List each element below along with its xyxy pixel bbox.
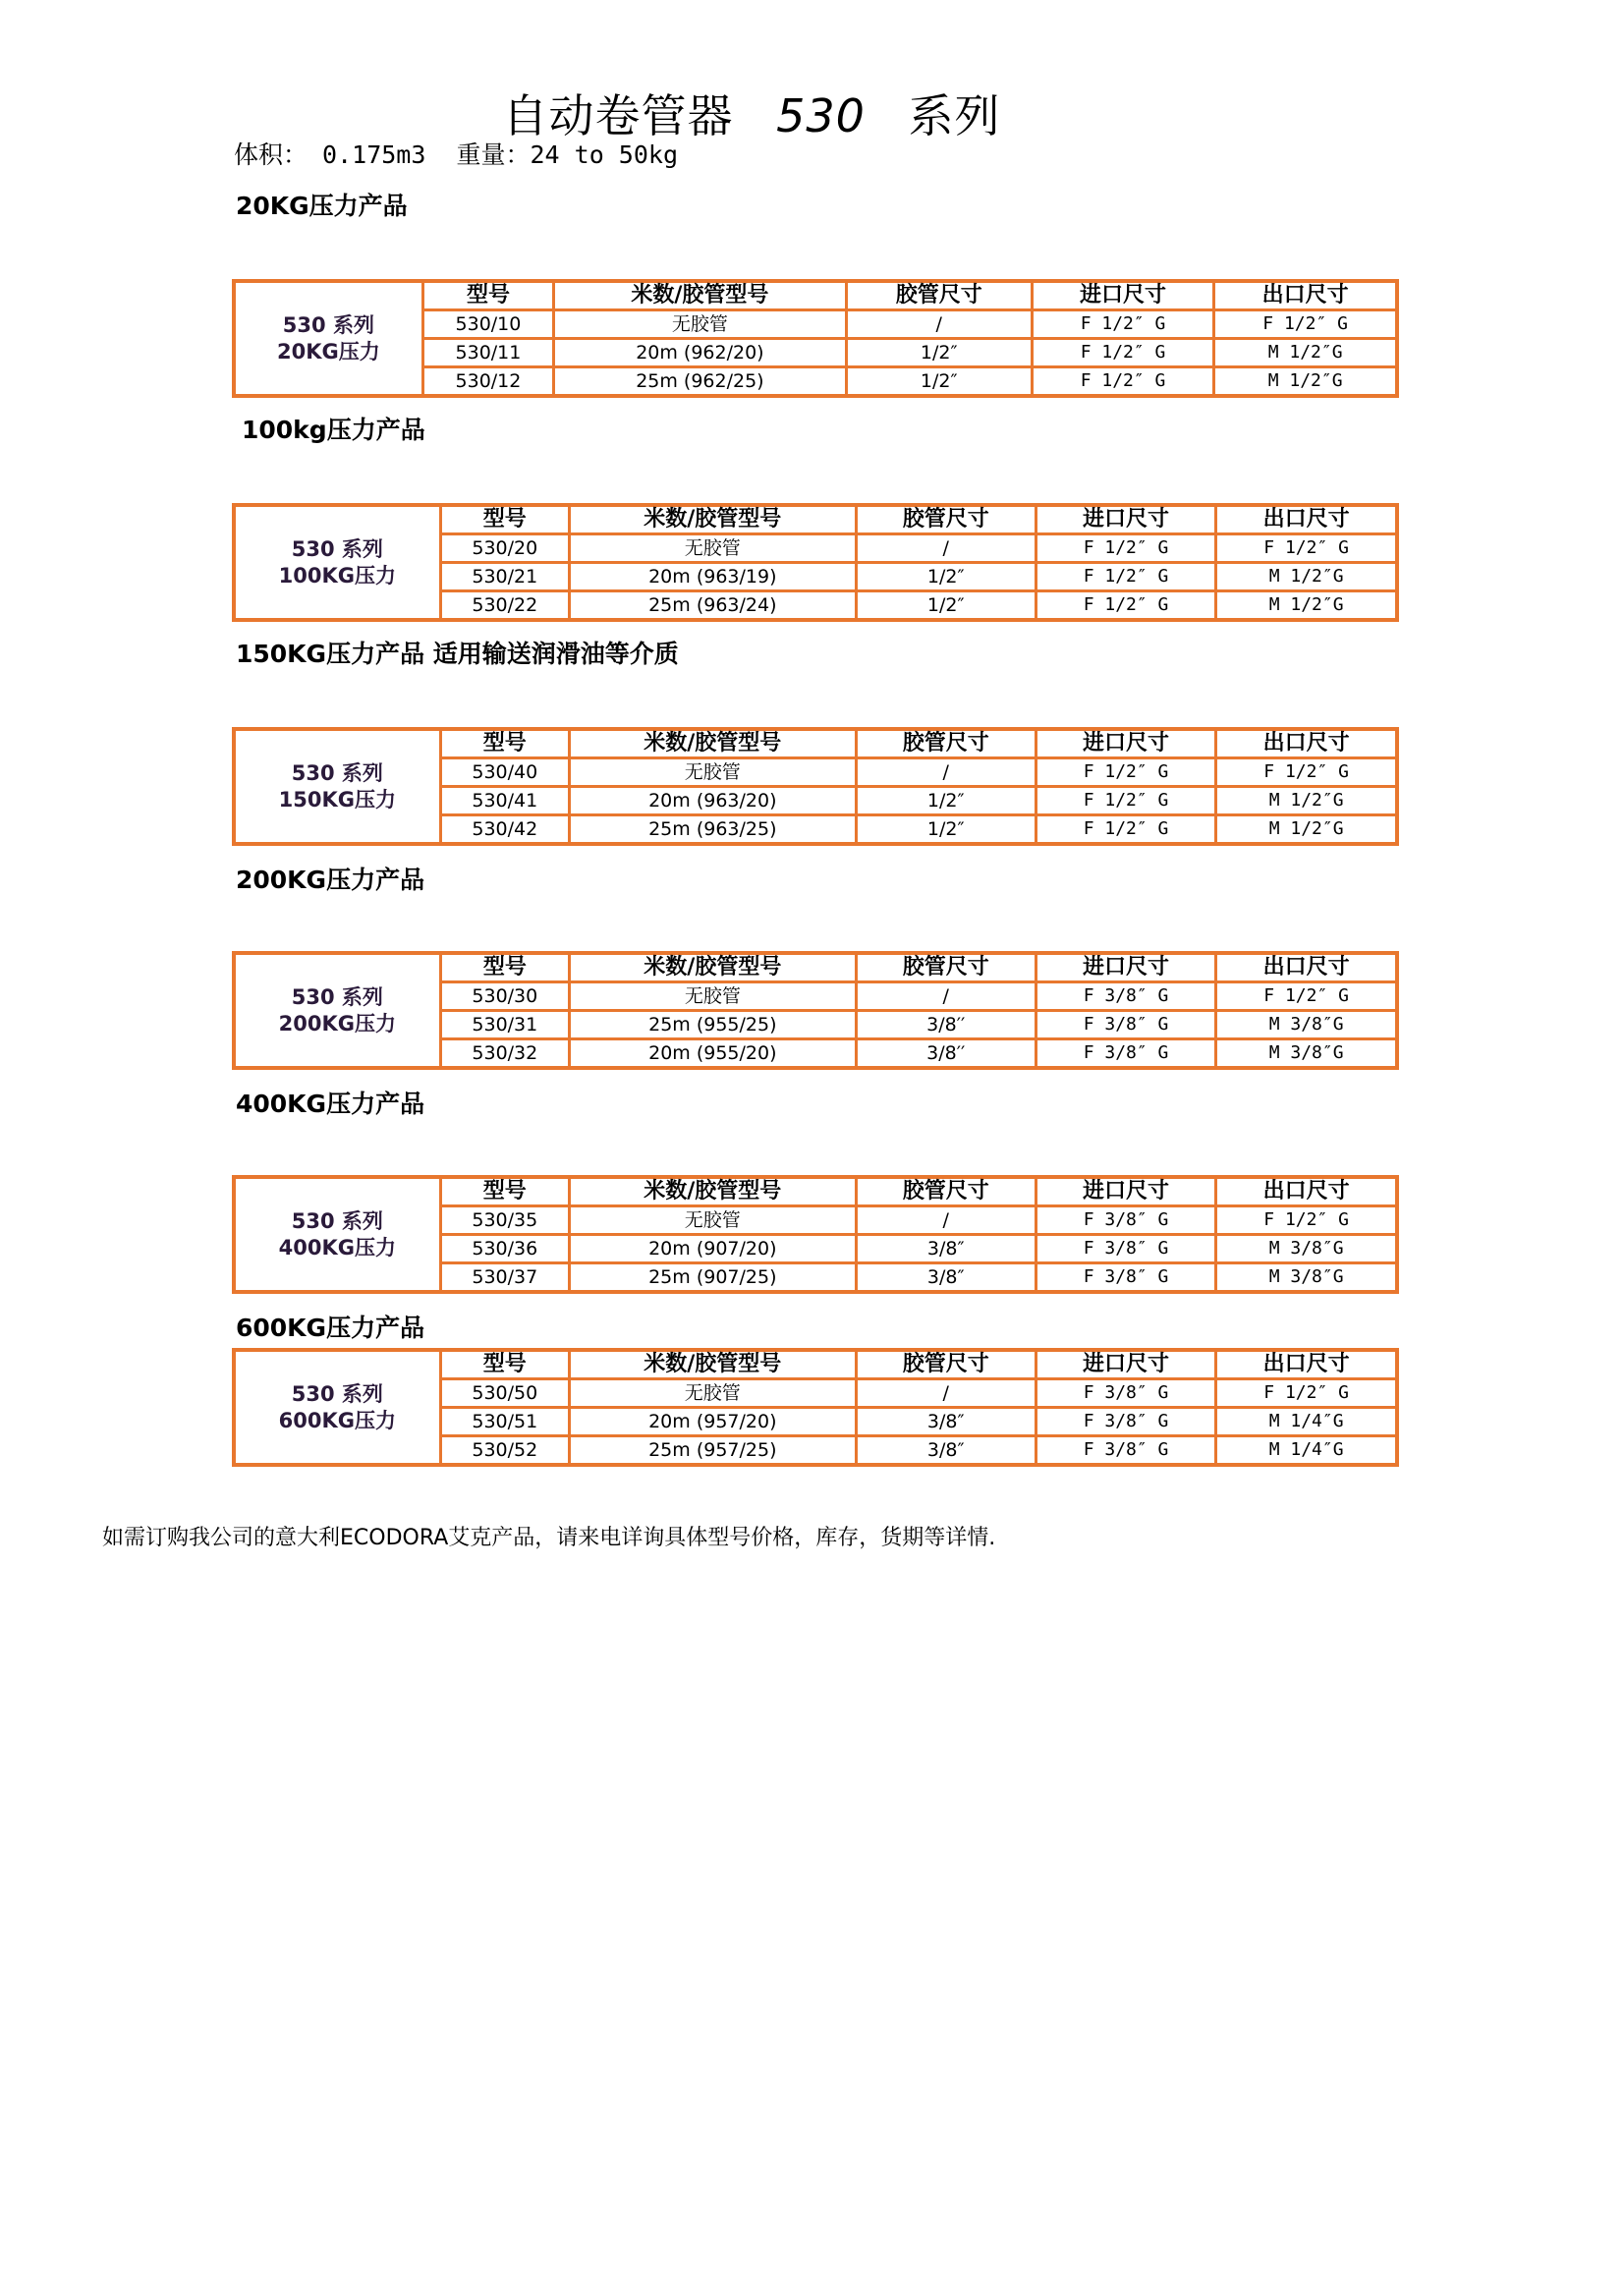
model-cell: 530/12 xyxy=(422,367,553,397)
length-hose-cell: 无胶管 xyxy=(570,758,857,787)
inlet-size-cell: F 1/2″ G xyxy=(1036,534,1215,563)
hose-size-cell: 1/2″ xyxy=(856,787,1036,815)
hose-size-cell: / xyxy=(846,310,1032,339)
outlet-size-cell: F 1/2″ G xyxy=(1216,1379,1397,1408)
outlet-size-cell: F 1/2″ G xyxy=(1216,758,1397,787)
length-hose-cell: 25m (955/25) xyxy=(570,1011,857,1039)
volume-spec: 体积： 0.175m3 xyxy=(234,140,426,169)
length-hose-cell: 无胶管 xyxy=(570,982,857,1011)
inlet-size-cell: F 1/2″ G xyxy=(1032,339,1213,367)
length-hose-cell: 20m (963/19) xyxy=(570,563,857,591)
length-hose-cell: 20m (955/20) xyxy=(570,1039,857,1069)
hose-size-cell: / xyxy=(856,1206,1036,1235)
series-label-cell xyxy=(234,281,422,396)
model-cell: 530/51 xyxy=(440,1408,569,1436)
inlet-size-cell: F 3/8″ G xyxy=(1036,1206,1215,1235)
outlet-size-cell: M 1/2″G xyxy=(1216,787,1397,815)
length-hose-header: 米数/胶管型号 xyxy=(570,505,857,534)
section-heading: 200KG压力产品 xyxy=(236,866,425,894)
outlet-size-cell: F 1/2″ G xyxy=(1216,1206,1397,1235)
inlet-size-header: 进口尺寸 xyxy=(1036,505,1215,534)
table-header-row xyxy=(234,281,1397,310)
hose-size-cell: 1/2″ xyxy=(846,367,1032,397)
series-label-cell xyxy=(234,1350,440,1465)
table-header-row xyxy=(234,729,1397,758)
inlet-size-header: 进口尺寸 xyxy=(1036,1177,1215,1206)
length-hose-cell: 25m (957/25) xyxy=(570,1436,857,1466)
spec-table xyxy=(232,503,1399,622)
model-cell: 530/22 xyxy=(440,591,569,621)
outlet-size-cell: M 3/8″G xyxy=(1216,1235,1397,1263)
model-header: 型号 xyxy=(440,1177,569,1206)
title-prefix: 自动卷管器 xyxy=(502,89,734,142)
series-label-cell xyxy=(234,729,440,844)
spec-table xyxy=(232,727,1399,846)
outlet-size-cell: M 1/2″G xyxy=(1216,591,1397,621)
length-hose-cell: 20m (962/20) xyxy=(554,339,847,367)
outlet-size-cell: M 1/4″G xyxy=(1216,1436,1397,1466)
hose-size-cell: / xyxy=(856,758,1036,787)
length-hose-cell: 25m (963/25) xyxy=(570,815,857,845)
inlet-size-header: 进口尺寸 xyxy=(1036,1350,1215,1379)
section-heading: 100kg压力产品 xyxy=(242,416,425,444)
footer-note: 如需订购我公司的意大利ECODORA艾克产品，请来电详询具体型号价格，库存，货期等详情. xyxy=(102,1526,996,1550)
inlet-size-cell: F 3/8″ G xyxy=(1036,1235,1215,1263)
outlet-size-cell: M 3/8″G xyxy=(1216,1039,1397,1069)
hose-size-cell: 3/8′′ xyxy=(856,1011,1036,1039)
series-name: 530 系列 xyxy=(291,760,383,785)
hose-size-header: 胶管尺寸 xyxy=(856,953,1036,982)
model-cell: 530/32 xyxy=(440,1039,569,1069)
length-hose-header: 米数/胶管型号 xyxy=(570,953,857,982)
hose-size-cell: 3/8″ xyxy=(856,1263,1036,1293)
series-name: 530 系列 xyxy=(282,312,374,337)
spec-table xyxy=(232,279,1399,398)
inlet-size-cell: F 3/8″ G xyxy=(1036,1436,1215,1466)
outlet-size-cell: M 1/4″G xyxy=(1216,1408,1397,1436)
model-cell: 530/40 xyxy=(440,758,569,787)
series-name: 530 系列 xyxy=(291,536,383,561)
table-header-row xyxy=(234,1350,1397,1379)
hose-size-cell: 3/8″ xyxy=(856,1436,1036,1466)
model-cell: 530/37 xyxy=(440,1263,569,1293)
hose-size-cell: / xyxy=(856,982,1036,1011)
outlet-size-header: 出口尺寸 xyxy=(1216,953,1397,982)
spec-table xyxy=(232,1175,1399,1294)
length-hose-cell: 无胶管 xyxy=(554,310,847,339)
outlet-size-header: 出口尺寸 xyxy=(1216,1177,1397,1206)
inlet-size-cell: F 3/8″ G xyxy=(1036,1011,1215,1039)
outlet-size-cell: F 1/2″ G xyxy=(1216,982,1397,1011)
inlet-size-cell: F 1/2″ G xyxy=(1036,787,1215,815)
outlet-size-cell: M 3/8″G xyxy=(1216,1263,1397,1293)
series-label-cell xyxy=(234,1177,440,1292)
model-cell: 530/20 xyxy=(440,534,569,563)
model-cell: 530/36 xyxy=(440,1235,569,1263)
hose-size-header: 胶管尺寸 xyxy=(856,505,1036,534)
inlet-size-cell: F 3/8″ G xyxy=(1036,1263,1215,1293)
inlet-size-cell: F 1/2″ G xyxy=(1036,815,1215,845)
hose-size-cell: 1/2″ xyxy=(856,591,1036,621)
outlet-size-header: 出口尺寸 xyxy=(1216,729,1397,758)
model-cell: 530/10 xyxy=(422,310,553,339)
outlet-size-header: 出口尺寸 xyxy=(1216,505,1397,534)
title-series-number: 530 xyxy=(776,89,866,142)
series-label-cell xyxy=(234,505,440,620)
series-pressure: 200KG压力 xyxy=(278,1011,396,1036)
outlet-size-cell: M 1/2″G xyxy=(1214,367,1397,397)
model-header: 型号 xyxy=(440,1350,569,1379)
outlet-size-header: 出口尺寸 xyxy=(1214,281,1397,310)
table-header-row xyxy=(234,953,1397,982)
inlet-size-cell: F 3/8″ G xyxy=(1036,982,1215,1011)
outlet-size-cell: M 1/2″G xyxy=(1214,339,1397,367)
series-name: 530 系列 xyxy=(291,1381,383,1406)
series-name: 530 系列 xyxy=(291,1208,383,1233)
length-hose-cell: 无胶管 xyxy=(570,1379,857,1408)
length-hose-cell: 无胶管 xyxy=(570,1206,857,1235)
inlet-size-cell: F 1/2″ G xyxy=(1032,310,1213,339)
series-pressure: 150KG压力 xyxy=(278,787,396,812)
series-pressure: 400KG压力 xyxy=(278,1235,396,1260)
outlet-size-cell: F 1/2″ G xyxy=(1214,310,1397,339)
series-name: 530 系列 xyxy=(291,984,383,1009)
length-hose-cell: 20m (963/20) xyxy=(570,787,857,815)
inlet-size-header: 进口尺寸 xyxy=(1036,729,1215,758)
section-heading: 150KG压力产品 适用输送润滑油等介质 xyxy=(236,640,679,668)
page-title xyxy=(0,81,1503,145)
spec-table xyxy=(232,951,1399,1070)
inlet-size-cell: F 1/2″ G xyxy=(1036,563,1215,591)
length-hose-header: 米数/胶管型号 xyxy=(570,729,857,758)
inlet-size-cell: F 1/2″ G xyxy=(1036,591,1215,621)
model-cell: 530/30 xyxy=(440,982,569,1011)
inlet-size-cell: F 3/8″ G xyxy=(1036,1379,1215,1408)
model-cell: 530/21 xyxy=(440,563,569,591)
inlet-size-cell: F 3/8″ G xyxy=(1036,1408,1215,1436)
hose-size-cell: 3/8″ xyxy=(856,1235,1036,1263)
hose-size-cell: / xyxy=(856,1379,1036,1408)
length-hose-header: 米数/胶管型号 xyxy=(554,281,847,310)
table-header-row xyxy=(234,505,1397,534)
hose-size-cell: 1/2″ xyxy=(856,815,1036,845)
model-cell: 530/52 xyxy=(440,1436,569,1466)
inlet-size-cell: F 1/2″ G xyxy=(1032,367,1213,397)
model-cell: 530/42 xyxy=(440,815,569,845)
weight-spec: 重量：24 to 50kg xyxy=(456,140,678,169)
series-pressure: 100KG压力 xyxy=(278,563,396,588)
hose-size-header: 胶管尺寸 xyxy=(856,729,1036,758)
model-header: 型号 xyxy=(440,505,569,534)
series-pressure: 20KG压力 xyxy=(277,339,380,364)
hose-size-header: 胶管尺寸 xyxy=(846,281,1032,310)
model-cell: 530/35 xyxy=(440,1206,569,1235)
outlet-size-header: 出口尺寸 xyxy=(1216,1350,1397,1379)
length-hose-cell: 25m (963/24) xyxy=(570,591,857,621)
length-hose-cell: 25m (907/25) xyxy=(570,1263,857,1293)
hose-size-cell: 1/2″ xyxy=(846,339,1032,367)
hose-size-cell: 3/8′′ xyxy=(856,1039,1036,1069)
spec-table xyxy=(232,1348,1399,1467)
hose-size-cell: 3/8″ xyxy=(856,1408,1036,1436)
title-suffix: 系列 xyxy=(908,89,1001,142)
outlet-size-cell: F 1/2″ G xyxy=(1216,534,1397,563)
section-heading: 600KG压力产品 xyxy=(236,1314,425,1342)
section-heading: 400KG压力产品 xyxy=(236,1090,425,1118)
series-label-cell xyxy=(234,953,440,1068)
outlet-size-cell: M 1/2″G xyxy=(1216,563,1397,591)
length-hose-cell: 20m (957/20) xyxy=(570,1408,857,1436)
length-hose-cell: 25m (962/25) xyxy=(554,367,847,397)
table-header-row xyxy=(234,1177,1397,1206)
hose-size-cell: 1/2″ xyxy=(856,563,1036,591)
length-hose-cell: 无胶管 xyxy=(570,534,857,563)
hose-size-header: 胶管尺寸 xyxy=(856,1350,1036,1379)
model-header: 型号 xyxy=(440,953,569,982)
model-cell: 530/11 xyxy=(422,339,553,367)
length-hose-header: 米数/胶管型号 xyxy=(570,1177,857,1206)
outlet-size-cell: M 3/8″G xyxy=(1216,1011,1397,1039)
model-header: 型号 xyxy=(422,281,553,310)
inlet-size-header: 进口尺寸 xyxy=(1032,281,1213,310)
spec-line xyxy=(234,136,694,171)
series-pressure: 600KG压力 xyxy=(278,1408,396,1432)
inlet-size-header: 进口尺寸 xyxy=(1036,953,1215,982)
inlet-size-cell: F 1/2″ G xyxy=(1036,758,1215,787)
section-heading: 20KG压力产品 xyxy=(236,192,408,220)
hose-size-cell: / xyxy=(856,534,1036,563)
hose-size-header: 胶管尺寸 xyxy=(856,1177,1036,1206)
outlet-size-cell: M 1/2″G xyxy=(1216,815,1397,845)
model-cell: 530/41 xyxy=(440,787,569,815)
length-hose-header: 米数/胶管型号 xyxy=(570,1350,857,1379)
model-cell: 530/50 xyxy=(440,1379,569,1408)
model-header: 型号 xyxy=(440,729,569,758)
model-cell: 530/31 xyxy=(440,1011,569,1039)
length-hose-cell: 20m (907/20) xyxy=(570,1235,857,1263)
inlet-size-cell: F 3/8″ G xyxy=(1036,1039,1215,1069)
